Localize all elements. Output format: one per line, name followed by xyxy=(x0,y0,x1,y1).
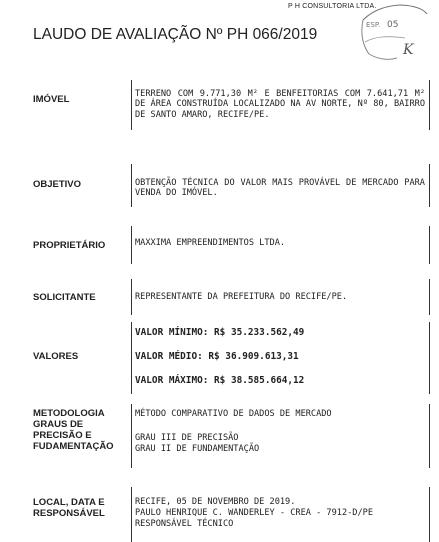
fundamentacao-text: GRAU II DE FUNDAMENTAÇÃO xyxy=(135,444,260,454)
stamp-page: 05 xyxy=(387,20,399,30)
local-label-line1: LOCAL, DATA E xyxy=(33,497,105,508)
local-line1: RECIFE, 05 DE NOVEMBRO DE 2019. xyxy=(135,497,296,507)
precisao-text: GRAU III DE PRECISÃO xyxy=(135,433,239,443)
metodologia-box xyxy=(131,404,430,468)
imovel-label: IMÓVEL xyxy=(33,94,70,105)
proprietario-label: PROPRIETÁRIO xyxy=(33,240,106,251)
seal-stamp xyxy=(357,4,429,60)
objetivo-text: OBTENÇÃO TÉCNICA DO VALOR MAIS PROVÁVEL DE MERCADO PARA VENDA DO IMÓVEL. xyxy=(135,178,425,199)
metodologia-label-line2: GRAUS DE xyxy=(33,419,84,430)
report-title: LAUDO DE AVALIAÇÃO Nº PH 066/2019 xyxy=(33,26,318,43)
local-line3: RESPONSÁVEL TÉCNICO xyxy=(135,519,234,529)
metodologia-label-line3: PRECISÃO E xyxy=(33,430,92,441)
proprietario-text: MAXXIMA EMPREENDIMENTOS LTDA. xyxy=(135,238,286,248)
valores-label: VALORES xyxy=(33,351,79,362)
proprietario-box xyxy=(131,226,430,264)
solicitante-box xyxy=(131,279,430,315)
metodologia-label-line1: METODOLOGIA xyxy=(33,408,105,419)
valores-box xyxy=(131,322,430,394)
local-box xyxy=(131,487,430,542)
valor-maximo: VALOR MÁXIMO: R$ 38.585.664,12 xyxy=(135,375,305,386)
objetivo-box xyxy=(131,164,430,207)
local-label-line2: RESPONSÁVEL xyxy=(33,508,105,519)
company-name: P H CONSULTORIA LTDA. xyxy=(288,3,377,10)
imovel-text: TERRENO COM 9.771,30 M² E BENFEITORIAS COM 7.641,71 M² DE ÁREA CONSTRUÍDA LOCALIZADO NA AV NORTE, Nº 80, BAIRRO DE SANTO AMARO, RECIFE/PE. xyxy=(135,89,425,120)
valor-medio: VALOR MÉDIO: R$ 36.909.613,31 xyxy=(135,351,299,362)
valor-minimo: VALOR MÍNIMO: R$ 35.233.562,49 xyxy=(135,327,305,338)
objetivo-label: OBJETIVO xyxy=(33,179,82,190)
metodologia-label-line4: FUDAMENTAÇÃO xyxy=(33,441,114,452)
imovel-box xyxy=(131,80,430,130)
local-label xyxy=(33,497,105,519)
local-line2: PAULO HENRIQUE C. WANDERLEY - CREA - 7912-D/PE xyxy=(135,508,373,518)
stamp-text: ESP. xyxy=(366,21,381,29)
stamp-initial: K xyxy=(403,42,414,58)
metodo-text: MÉTODO COMPARATIVO DE DADOS DE MERCADO xyxy=(135,409,332,419)
solicitante-label: SOLICITANTE xyxy=(33,292,96,303)
metodologia-label xyxy=(33,408,114,452)
solicitante-text: REPRESENTANTE DA PREFEITURA DO RECIFE/PE. xyxy=(135,292,348,302)
